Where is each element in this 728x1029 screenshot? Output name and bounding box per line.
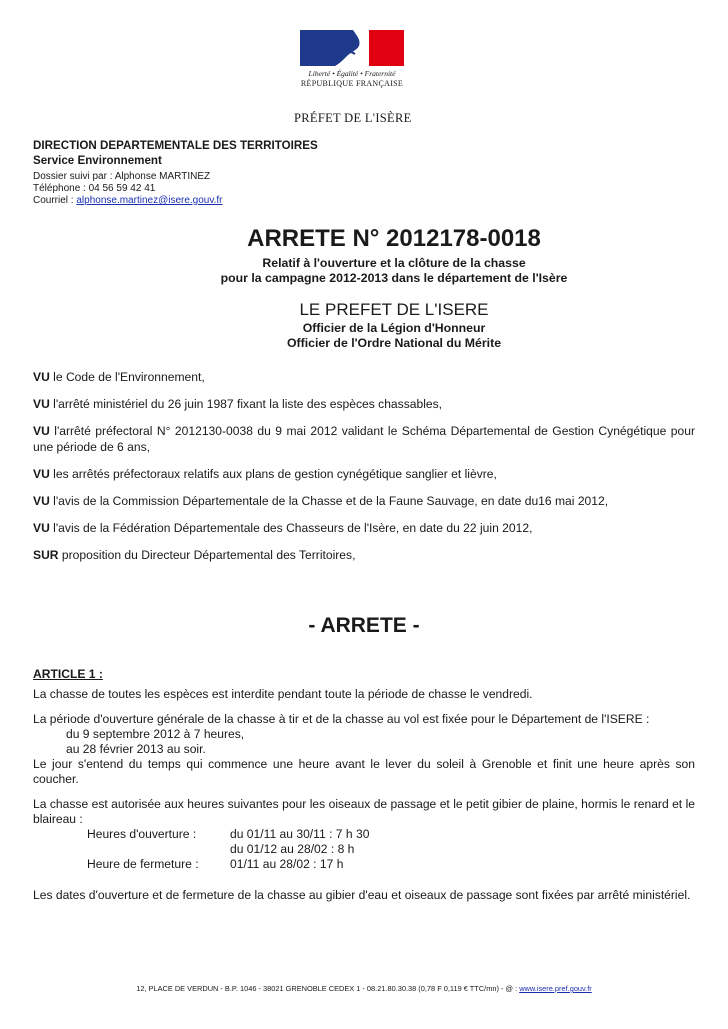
- republic-motto: Liberté • Égalité • Fraternité: [308, 69, 396, 78]
- prefet-honours: [30, 321, 728, 351]
- hours-label: Heures d'ouverture :: [87, 827, 197, 841]
- hours-label: Heure de fermeture :: [87, 857, 199, 871]
- visa-item: VU l'avis de la Fédération Départementale des Chasseurs de l'Isère, en date du 22 juin 2012,: [33, 521, 533, 535]
- courriel-line: [33, 195, 223, 207]
- article-paragraph: Le jour s'entend du temps qui commence une heure avant le lever du soleil à Grenoble et finit une heure après son coucher.: [33, 757, 695, 786]
- arrete-number: ARRETE N° 2012178-0018: [247, 225, 541, 252]
- prefet-header: PRÉFET DE L'ISÈRE: [294, 111, 412, 125]
- visa-item: VU les arrêtés préfectoraux relatifs aux plans de gestion cynégétique sanglier et lièvre,: [33, 467, 497, 481]
- opening-date: du 9 septembre 2012 à 7 heures,: [66, 727, 245, 741]
- visas-list: [33, 369, 695, 574]
- footer-text: 12, PLACE DE VERDUN - B.P. 1046 - 38021 GRENOBLE CEDEX 1 - 08.21.80.30.38 (0,78 F 0,119 € TTC/mn) - @ :: [136, 984, 520, 993]
- direction-block: [33, 138, 318, 168]
- hours-value: du 01/12 au 28/02 : 8 h: [230, 842, 355, 856]
- subject-line-1: Relatif à l'ouverture et la clôture de la chasse: [262, 256, 526, 270]
- visa-item: VU l'avis de la Commission Départementale de la Chasse et de la Faune Sauvage, en date du16 mai 2012,: [33, 494, 609, 508]
- article-1: [33, 667, 695, 913]
- honour-line-1: Officier de la Légion d'Honneur: [302, 321, 486, 335]
- subject-line-2: pour la campagne 2012-2013 dans le département de l'Isère: [220, 271, 568, 285]
- hours-value: du 01/11 au 30/11 : 7 h 30: [230, 827, 370, 841]
- tricolor-flag: [300, 30, 404, 66]
- marianne-profile-icon: [335, 30, 370, 66]
- courriel-label: Courriel :: [33, 195, 77, 206]
- visa-item: SUR proposition du Directeur Départemental des Territoires,: [33, 548, 356, 562]
- visa-item: VU l'arrêté préfectoral N° 2012130-0038 du 9 mai 2012 validant le Schéma Départemental de Gestion Cynégétique pour une période de 6 ans,: [33, 424, 695, 454]
- article-title: ARTICLE 1 :: [33, 667, 103, 681]
- contact-block: [33, 171, 223, 207]
- hours-label: [87, 842, 230, 857]
- service-name: Service Environnement: [33, 154, 162, 167]
- visa-item: VU l'arrêté ministériel du 26 juin 1987 fixant la liste des espèces chassables,: [33, 397, 443, 411]
- hours-value: 01/11 au 28/02 : 17 h: [230, 857, 344, 871]
- article-paragraph: Les dates d'ouverture et de fermeture de la chasse au gibier d'eau et oiseaux de passage sont fixées par arrêté ministériel.: [33, 888, 691, 902]
- republique-francaise: RÉPUBLIQUE FRANÇAISE: [300, 79, 404, 88]
- telephone: Téléphone : 04 56 59 42 41: [33, 183, 156, 194]
- honour-line-2: Officier de l'Ordre National du Mérite: [286, 336, 502, 350]
- footer-address: [0, 984, 728, 993]
- dossier-suivi: Dossier suivi par : Alphonse MARTINEZ: [33, 171, 211, 182]
- arrete-heading: - ARRETE -: [308, 614, 420, 637]
- visa-item: VU le Code de l'Environnement,: [33, 370, 205, 384]
- article-paragraph: La période d'ouverture générale de la chasse à tir et de la chasse au vol est fixée pour le Département de l'ISERE :: [33, 712, 650, 726]
- article-paragraph: La chasse est autorisée aux heures suivantes pour les oiseaux de passage et le petit gibier de plaine, hormis le renard et le blaireau :: [33, 797, 695, 826]
- direction-name: DIRECTION DEPARTEMENTALE DES TERRITOIRES: [33, 139, 318, 152]
- email-link[interactable]: alphonse.martinez@isere.gouv.fr: [76, 195, 223, 206]
- article-paragraph: La chasse de toutes les espèces est interdite pendant toute la période de chasse le vendredi.: [33, 687, 533, 701]
- arrete-subject: [30, 256, 728, 286]
- hours-table: [33, 827, 695, 872]
- marianne-logo: [300, 30, 404, 88]
- closing-date: au 28 février 2013 au soir.: [66, 742, 206, 756]
- prefet-title: LE PREFET DE L'ISERE: [299, 300, 489, 319]
- footer-url-link[interactable]: www.isere.pref.gouv.fr: [519, 984, 592, 993]
